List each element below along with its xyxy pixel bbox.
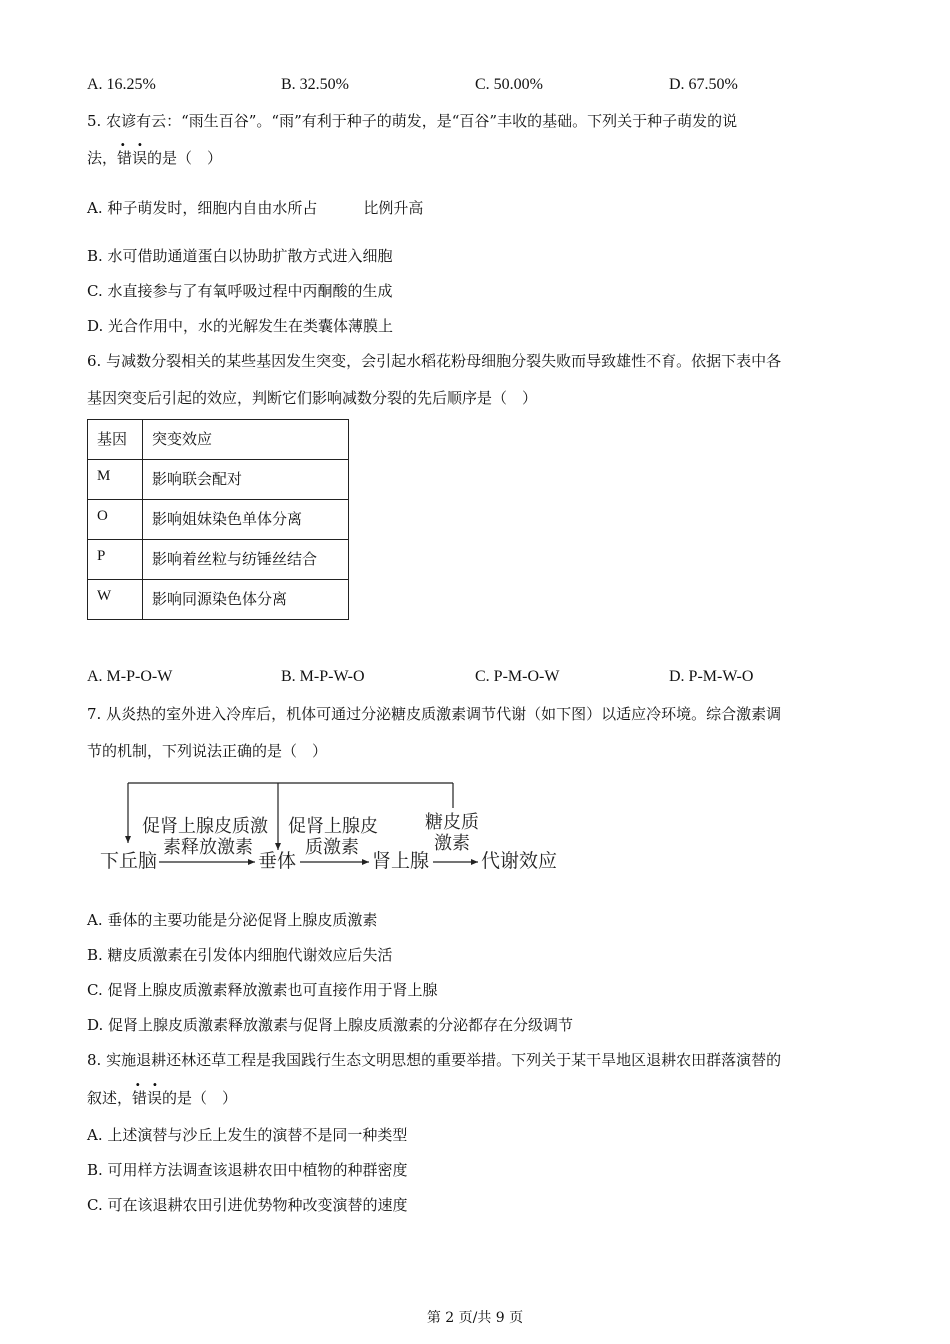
table-header-row <box>88 420 349 460</box>
q7-option-a: A. 垂体的主要功能是分泌促肾上腺皮质激素 <box>87 911 378 929</box>
page-footer: 第 2 页/共 9 页 <box>426 1310 524 1326</box>
table-header-gene: 基因 <box>88 420 143 460</box>
q4-option-b: B. 32.50% <box>281 76 349 93</box>
diagram-effect: 代谢效应 <box>481 850 558 872</box>
q8-emphasis: · · 错误 <box>132 1088 162 1108</box>
table-cell-gene: M <box>88 460 143 500</box>
q5-option-d: D. 光合作用中，水的光解发生在类囊体薄膜上 <box>87 317 394 335</box>
q6-stem-line1: 6. 与减数分裂相关的某些基因发生突变，会引起水稻花粉母细胞分裂失败而导致雄性不育。依据下表中各 <box>87 352 782 370</box>
q5-stem-line1: 5. 农谚有云：“雨生百谷”。“雨”有利于种子的萌发，是“百谷”丰收的基础。下列关于种子萌发的说 <box>87 112 738 130</box>
q7-stem-line2: 节的机制，下列说法正确的是（ ） <box>87 742 328 760</box>
hormone-regulation-diagram <box>95 778 575 880</box>
q6-option-a: A. M-P-O-W <box>87 668 173 685</box>
table-cell-effect: 影响联会配对 <box>143 460 349 500</box>
q8-option-b: B. 可用样方法调查该退耕农田中植物的种群密度 <box>87 1161 408 1179</box>
q7-option-d: D. 促肾上腺皮质激素释放激素与促肾上腺皮质激素的分泌都存在分级调节 <box>87 1016 574 1034</box>
diagram-acth-line1: 促肾上腺皮 <box>288 816 378 837</box>
table-cell-gene: O <box>88 500 143 540</box>
gene-table <box>87 419 349 620</box>
q7-option-c: C. 促肾上腺皮质激素释放激素也可直接作用于肾上腺 <box>87 981 438 999</box>
q7-stem-line1: 7. 从炎热的室外进入冷库后，机体可通过分泌糖皮质激素调节代谢（如下图）以适应冷环境。综合激素调 <box>87 705 782 723</box>
q6-option-d: D. P-M-W-O <box>669 668 754 685</box>
q5-stem-post: 的是（ ） <box>147 149 223 167</box>
q5-option-a <box>87 198 423 218</box>
diagram-crh-line2: 素释放激素 <box>163 837 253 858</box>
q4-option-a: A. 16.25% <box>87 76 156 93</box>
q4-option-d: D. 67.50% <box>669 76 738 93</box>
table-row <box>88 460 349 500</box>
diagram-crh-line1: 促肾上腺皮质激 <box>142 816 268 837</box>
q7-option-b: B. 糖皮质激素在引发体内细胞代谢效应后失活 <box>87 946 393 964</box>
table-cell-gene: P <box>88 540 143 580</box>
q6-stem-line2: 基因突变后引起的效应，判断它们影响减数分裂的先后顺序是（ ） <box>87 389 538 407</box>
diagram-adrenal: 肾上腺 <box>372 850 430 872</box>
q8-option-c: C. 可在该退耕农田引进优势物种改变演替的速度 <box>87 1196 408 1214</box>
q8-stem-pre: 叙述， <box>87 1089 133 1107</box>
q8-option-a: A. 上述演替与沙丘上发生的演替不是同一种类型 <box>87 1126 408 1144</box>
table-cell-effect: 影响姐妹染色单体分离 <box>143 500 349 540</box>
q6-option-b: B. M-P-W-O <box>281 668 365 685</box>
diagram-hypothalamus: 下丘脑 <box>100 850 158 872</box>
table-header-effect: 突变效应 <box>143 420 349 460</box>
diagram-acth-line2: 质激素 <box>305 837 359 858</box>
table-cell-gene: W <box>88 580 143 620</box>
q5-option-b: B. 水可借助通道蛋白以协助扩散方式进入细胞 <box>87 247 393 265</box>
q5-option-c: C. 水直接参与了有氧呼吸过程中丙酮酸的生成 <box>87 282 393 300</box>
diagram-pituitary: 垂体 <box>258 850 297 872</box>
table-row <box>88 540 349 580</box>
table-cell-effect: 影响同源染色体分离 <box>143 580 349 620</box>
diagram-gc-line2: 激素 <box>434 833 470 854</box>
q5-option-a-pre: A. 种子萌发时，细胞内自由水所占 <box>87 199 318 217</box>
q8-stem-post: 的是（ ） <box>162 1089 238 1107</box>
q5-option-a-post: 比例升高 <box>363 199 424 217</box>
q5-stem-pre: 法， <box>87 149 118 167</box>
q5-stem-line2 <box>87 148 222 168</box>
q6-option-c: C. P-M-O-W <box>475 668 560 685</box>
q4-option-c: C. 50.00% <box>475 76 543 93</box>
diagram-gc-line1: 糖皮质 <box>425 812 479 833</box>
q8-stem-line2 <box>87 1088 237 1108</box>
q5-emphasis: · · 错误 <box>117 148 147 168</box>
table-cell-effect: 影响着丝粒与纺锤丝结合 <box>143 540 349 580</box>
table-row <box>88 500 349 540</box>
table-row <box>88 580 349 620</box>
q8-stem-line1: 8. 实施退耕还林还草工程是我国践行生态文明思想的重要举措。下列关于某干旱地区退耕农田群落演替的 <box>87 1051 782 1069</box>
